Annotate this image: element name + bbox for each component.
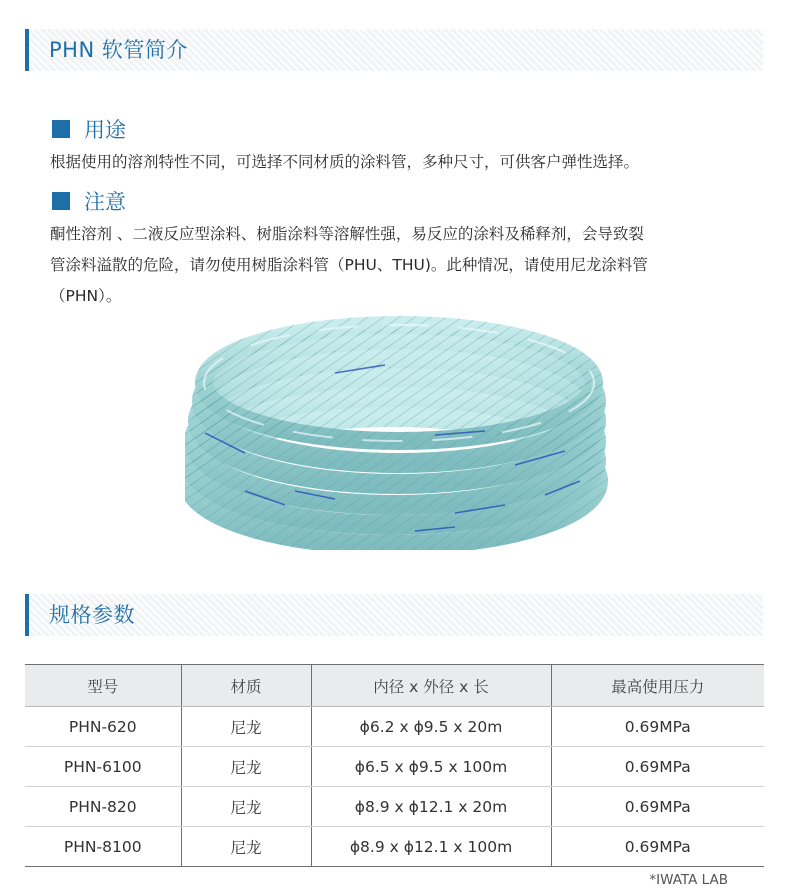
- spec-table: [25, 664, 764, 867]
- cell-dimensions: ϕ8.9 x ϕ12.1 x 20m: [311, 787, 551, 827]
- intro-section-header: [25, 29, 763, 71]
- usage-heading-label: 用途: [84, 118, 126, 142]
- table-row: [25, 827, 764, 867]
- cell-model: PHN-820: [25, 787, 181, 827]
- square-bullet-icon: [52, 192, 70, 210]
- cell-material: 尼龙: [181, 747, 311, 787]
- col-header-material: 材质: [181, 665, 311, 707]
- cell-material: 尼龙: [181, 827, 311, 867]
- table-row: [25, 707, 764, 747]
- cell-model: PHN-8100: [25, 827, 181, 867]
- cell-dimensions: ϕ6.2 x ϕ9.5 x 20m: [311, 707, 551, 747]
- col-header-model: 型号: [25, 665, 181, 707]
- usage-heading: [52, 116, 126, 142]
- specs-section-header: [25, 594, 763, 636]
- hose-coil-image: [185, 313, 610, 550]
- cell-max-pressure: 0.69MPa: [551, 707, 764, 747]
- col-header-dimensions: 内径 x 外径 x 长: [311, 665, 551, 707]
- square-bullet-icon: [52, 120, 70, 138]
- col-header-max-pressure: 最高使用压力: [551, 665, 764, 707]
- caution-text: [50, 219, 755, 312]
- cell-model: PHN-6100: [25, 747, 181, 787]
- table-row: [25, 747, 764, 787]
- cell-material: 尼龙: [181, 707, 311, 747]
- caution-heading: [52, 188, 126, 214]
- cell-material: 尼龙: [181, 787, 311, 827]
- caution-heading-label: 注意: [84, 190, 126, 214]
- cell-model: PHN-620: [25, 707, 181, 747]
- cell-max-pressure: 0.69MPa: [551, 827, 764, 867]
- cell-dimensions: ϕ8.9 x ϕ12.1 x 100m: [311, 827, 551, 867]
- caution-line-3: （PHN）。: [50, 287, 122, 305]
- cell-max-pressure: 0.69MPa: [551, 787, 764, 827]
- cell-dimensions: ϕ6.5 x ϕ9.5 x 100m: [311, 747, 551, 787]
- caution-line-2: 管涂料溢散的危险，请勿使用树脂涂料管（PHU、THU)。此种情况，请使用尼龙涂料管: [50, 256, 648, 274]
- intro-title: PHN 软管简介: [49, 38, 188, 62]
- table-header-row: [25, 665, 764, 707]
- footnote-watermark: *IWATA LAB: [649, 872, 728, 888]
- table-row: [25, 787, 764, 827]
- usage-text: 根据使用的溶剂特性不同，可选择不同材质的涂料管，多种尺寸，可供客户弹性选择。: [50, 153, 640, 171]
- caution-line-1: 酮性溶剂 、二液反应型涂料、树脂涂料等溶解性强，易反应的涂料及稀释剂，会导致裂: [50, 225, 644, 243]
- cell-max-pressure: 0.69MPa: [551, 747, 764, 787]
- specs-title: 规格参数: [49, 603, 135, 627]
